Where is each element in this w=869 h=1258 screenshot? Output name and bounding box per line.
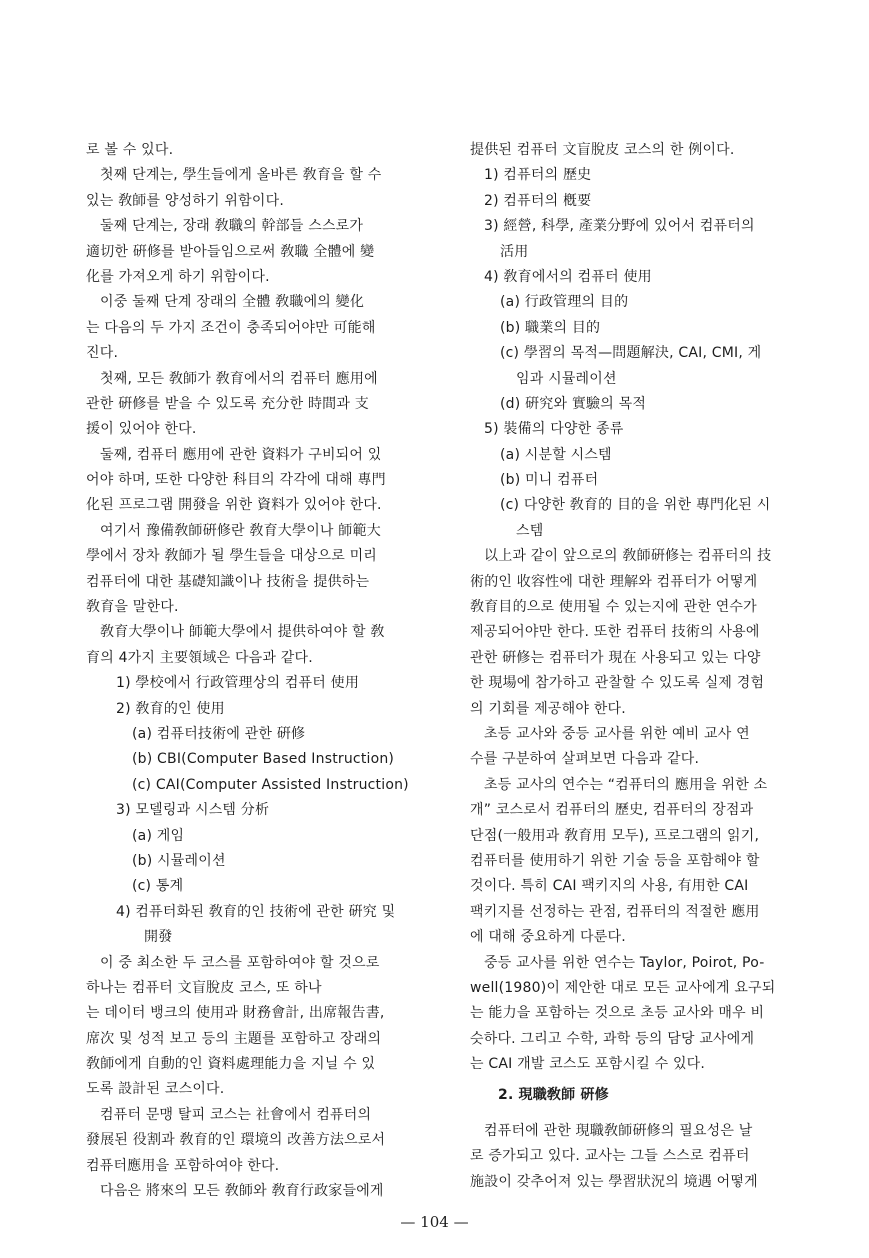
text-line: 첫째, 모든 敎師가 敎育에서의 컴퓨터 應用에 [100, 370, 378, 387]
text-line: 컴퓨터에 대한 基礎知識이나 技術을 提供하는 [86, 573, 370, 590]
text-line: 2) 敎育的인 使用 [116, 700, 225, 717]
text-line: 있는 敎師를 양성하기 위함이다. [86, 192, 284, 209]
text-line: 育의 4가지 主要領域은 다음과 같다. [86, 649, 313, 666]
text-line: 3) 經營, 科學, 產業分野에 있어서 컴퓨터의 [484, 218, 755, 235]
text-line: 는 CAI 개발 코스도 포함시킬 수 있다. [470, 1056, 706, 1073]
text-line: 學에서 장차 敎師가 될 學生들을 대상으로 미리 [86, 548, 378, 565]
text-line: well(1980)이 제안한 대로 모든 교사에게 요구되 [470, 979, 776, 996]
text-line: 援이 있어야 한다. [86, 421, 197, 438]
text-line: 한 現場에 참가하고 관찰할 수 있도록 실제 경험 [470, 675, 765, 692]
text-line: (a) 시분할 시스템 [500, 446, 612, 463]
text-line: 提供된 컴퓨터 文盲脫皮 코스의 한 例이다. [470, 142, 735, 158]
text-line: 임과 시뮬레이션 [516, 370, 617, 387]
text-line: 敎育大學이나 師範大學에서 提供하여야 할 敎 [100, 624, 385, 641]
text-line: 이중 둘째 단계 장래의 全體 敎職에의 變化 [100, 294, 365, 311]
text-line: 컴퓨터 문맹 탈피 코스는 社會에서 컴퓨터의 [100, 1106, 372, 1123]
text-line: 術的인 收容性에 대한 理解와 컴퓨터가 어떻게 [470, 573, 758, 590]
text-line: 席次 및 성적 보고 등의 主題를 포함하고 장래의 [86, 1030, 382, 1047]
text-line: 컴퓨터를 使用하기 위한 기술 등을 포함해야 할 [470, 852, 760, 869]
text-line: (b) 시뮬레이션 [132, 852, 226, 869]
text-line: 둘째, 컴퓨터 應用에 관한 資料가 구비되어 있 [100, 446, 382, 463]
text-line: 컴퓨터應用을 포함하여야 한다. [86, 1157, 280, 1174]
text-line: 중등 교사를 위한 연수는 Taylor, Poirot, Po- [484, 954, 765, 971]
text-line: 도록 設計된 코스이다. [86, 1081, 225, 1098]
text-line: 개” 코스로서 컴퓨터의 歷史, 컴퓨터의 장점과 [470, 802, 754, 819]
text-line: 開發 [144, 929, 173, 946]
text-line: 化를 가져오게 하기 위함이다. [86, 268, 270, 285]
text-line: 2) 컴퓨터의 槪要 [484, 192, 592, 209]
text-line: 스템 [516, 522, 544, 539]
text-line: 活用 [500, 243, 529, 260]
text-line: (a) 行政管理의 目的 [500, 294, 629, 311]
text-line: 어야 하며, 또한 다양한 科目의 각각에 대해 專門 [86, 472, 386, 489]
text-line: 하나는 컴퓨터 文盲脫皮 코스, 또 하나 [86, 979, 322, 996]
text-line: 여기서 豫備敎師硏修란 敎育大學이나 師範大 [100, 522, 381, 539]
text-line: 제공되어야만 한다. 또한 컴퓨터 技術의 사용에 [470, 624, 760, 641]
text-line: 1) 컴퓨터의 歷史 [484, 167, 592, 184]
text-line: 다음은 將來의 모든 敎師와 敎育行政家들에게 [100, 1183, 384, 1200]
text-line: 敎育을 말한다. [86, 599, 179, 616]
text-line: 슷하다. 그리고 수학, 과학 등의 담당 교사에게 [470, 1030, 755, 1047]
text-line: 以上과 같이 앞으로의 敎師硏修는 컴퓨터의 技 [484, 548, 772, 565]
text-line: 초등 교사의 연수는 “컴퓨터의 應用을 위한 소 [484, 776, 768, 793]
text-line: 로 볼 수 있다. [86, 142, 174, 158]
text-line: 로 증가되고 있다. 교사는 그들 스스로 컴퓨터 [470, 1148, 750, 1165]
text-line: 관한 硏修는 컴퓨터가 現在 사용되고 있는 다양 [470, 649, 761, 666]
text-line: 5) 裝備의 다양한 종류 [484, 421, 624, 438]
text-line: (d) 硏究와 實驗의 목적 [500, 395, 647, 412]
text-line: 수를 구분하여 살펴보면 다음과 같다. [470, 751, 700, 768]
text-line: (b) CBI(Computer Based Instruction) [132, 751, 395, 768]
text-line: 는 能力을 포함하는 것으로 초등 교사와 매우 비 [470, 1005, 765, 1022]
text-line: 1) 學校에서 行政管理상의 컴퓨터 使用 [116, 675, 360, 692]
text-line: 것이다. 특히 CAI 팩키지의 사용, 有用한 CAI [470, 878, 749, 895]
text-line: 의 기회를 제공해야 한다. [470, 700, 626, 717]
text-line: 팩키지를 선정하는 관점, 컴퓨터의 적절한 應用 [470, 903, 760, 920]
text-line: 에 대해 중요하게 다룬다. [470, 929, 626, 946]
text-line: 첫째 단계는, 學生들에게 올바른 敎育을 할 수 [100, 167, 382, 184]
text-line: 敎師에게 自動的인 資料處理能力을 지닐 수 있 [86, 1056, 376, 1073]
text-line: 는 다음의 두 가지 조건이 충족되어야만 可能해 [86, 319, 376, 336]
text-line: 컴퓨터에 관한 現職敎師硏修의 필요성은 날 [484, 1122, 753, 1139]
text-line: 둘째 단계는, 장래 敎職의 幹部들 스스로가 [100, 218, 364, 235]
text-line: 適切한 硏修를 받아들임으로써 敎職 全體에 變 [86, 243, 375, 260]
text-line: 진다. [86, 345, 119, 362]
text-line: (a) 컴퓨터技術에 관한 硏修 [132, 725, 306, 742]
text-line: 이 중 최소한 두 코스를 포함하여야 할 것으로 [100, 954, 380, 971]
left-text-column [86, 138, 438, 1204]
page-number: — 104 — [400, 1213, 469, 1231]
text-line: 단점(一般用과 敎育用 모두), 프로그램의 읽기, [470, 827, 760, 844]
text-line: (c) 다양한 敎育的 目的을 위한 專門化된 시 [500, 497, 771, 514]
text-line: 3) 모델링과 시스템 分析 [116, 802, 270, 819]
text-line: (c) CAI(Computer Assisted Instruction) [132, 776, 409, 793]
text-line: 는 데이터 뱅크의 使用과 財務會計, 出席報告書, [86, 1005, 385, 1022]
text-line: (c) 통계 [132, 878, 184, 895]
text-line: (c) 學習의 목적—問題解決, CAI, CMI, 게 [500, 345, 762, 362]
text-line: 發展된 役割과 敎育的인 環境의 改善方法으로서 [86, 1132, 386, 1149]
section-heading: 2. 現職敎師 硏修 [498, 1087, 609, 1104]
text-line: (a) 게임 [132, 827, 185, 844]
text-line: (b) 미니 컴퓨터 [500, 472, 599, 489]
text-line: 化된 프로그램 開發을 위한 資料가 있어야 한다. [86, 497, 382, 514]
text-line: 4) 敎育에서의 컴퓨터 使用 [484, 268, 652, 285]
text-line: (b) 職業의 目的 [500, 319, 601, 336]
right-text-column [470, 138, 822, 1195]
text-line: 敎育目的으로 使用될 수 있는지에 관한 연수가 [470, 599, 757, 616]
text-line: 4) 컴퓨터화된 敎育的인 技術에 관한 硏究 및 [116, 903, 396, 920]
text-line: 施設이 갖추어져 있는 學習狀況의 境遇 어떻게 [470, 1173, 758, 1190]
text-line: 초등 교사와 중등 교사를 위한 예비 교사 연 [484, 725, 750, 742]
text-line: 관한 硏修를 받을 수 있도록 充分한 時間과 支 [86, 395, 369, 412]
